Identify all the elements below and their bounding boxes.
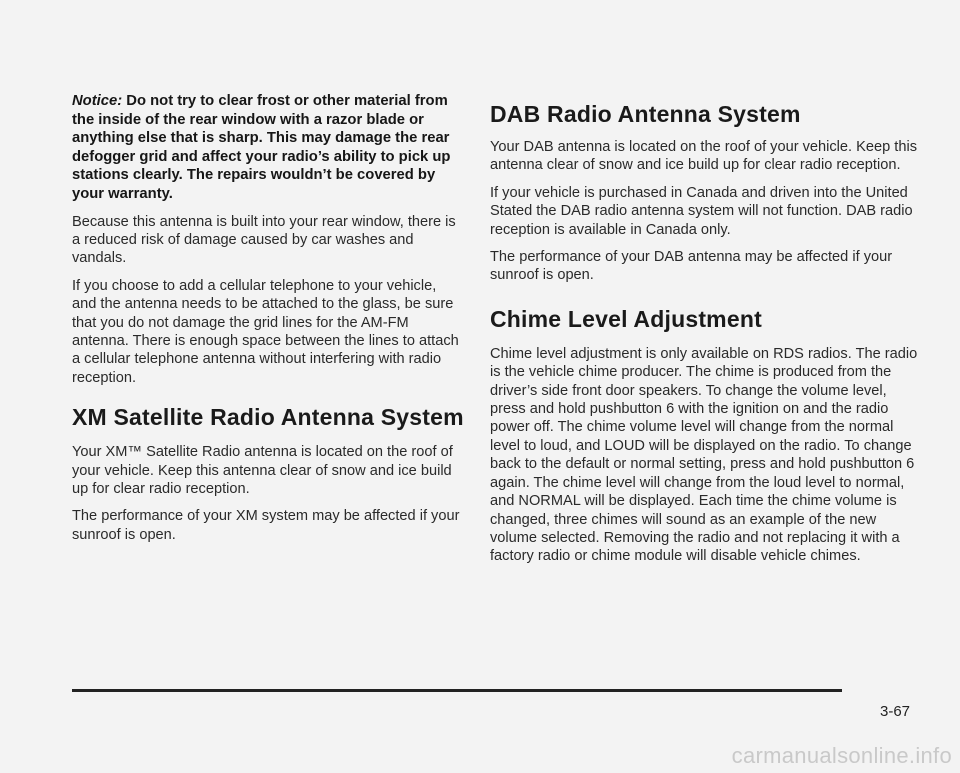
chime-heading: Chime Level Adjustment <box>490 305 762 332</box>
xm-paragraph-1: Your XM™ Satellite Radio antenna is located on the roof of your vehicle. Keep this antenna clear of snow and ice build up for clear radio reception. <box>72 444 453 498</box>
notice-paragraph <box>72 92 464 204</box>
xm-heading: XM Satellite Radio Antenna System <box>72 404 464 431</box>
watermark: carmanualsonline.info <box>731 743 952 768</box>
dab-paragraph-2: If your vehicle is purchased in Canada and driven into the United Stated the DAB radio antenna system will not function. DAB radio reception is available in Canada only. <box>490 184 913 238</box>
antenna-paragraph-1: Because this antenna is built into your rear window, there is a reduced risk of damage caused by car washes and vandals. <box>72 213 456 267</box>
notice-text: Do not try to clear frost or other material from the inside of the rear window with a razor blade or anything else that is sharp. This may damage the rear defogger grid and affect your radio’s ability to pick up stations clearly. The repairs wouldn’t be covered by your warranty. <box>72 93 451 202</box>
left-column <box>72 92 464 553</box>
dab-paragraph-3: The performance of your DAB antenna may be affected if your sunroof is open. <box>490 249 893 284</box>
notice-label: Notice: <box>72 93 123 109</box>
right-column <box>490 100 920 575</box>
dab-paragraph-1: Your DAB antenna is located on the roof of your vehicle. Keep this antenna clear of snow and ice build up for clear radio reception. <box>490 139 918 174</box>
chime-paragraph: Chime level adjustment is only available on RDS radios. The radio is the vehicle chime producer. The chime is produced from the driver’s side front door speakers. To change the volume level, press and hold pushbutton 6 with the ignition on and the radio power off. The chime volume level will change from the normal level to loud, and LOUD will be displayed on the radio. To change back to the default or normal setting, press and hold pushbutton 6 again. The chime level will change from the loud level to normal, and NORMAL will be displayed. Each time the chime volume is changed, three chimes will sound as an example of the new volume selected. Removing the radio and not replacing it with a factory radio or chime module will disable vehicle chimes. <box>490 345 918 565</box>
page-number: 3-67 <box>880 703 911 720</box>
antenna-paragraph-2: If you choose to add a cellular telephone to your vehicle, and the antenna needs to be attached to the glass, be sure that you do not damage the grid lines for the AM-FM antenna. There is enough space between the lines to attach a cellular telephone antenna without interfering with radio reception. <box>72 277 459 386</box>
xm-paragraph-2: The performance of your XM system may be affected if your sunroof is open. <box>72 508 460 543</box>
dab-heading: DAB Radio Antenna System <box>490 101 801 127</box>
footer-rule <box>72 689 842 692</box>
